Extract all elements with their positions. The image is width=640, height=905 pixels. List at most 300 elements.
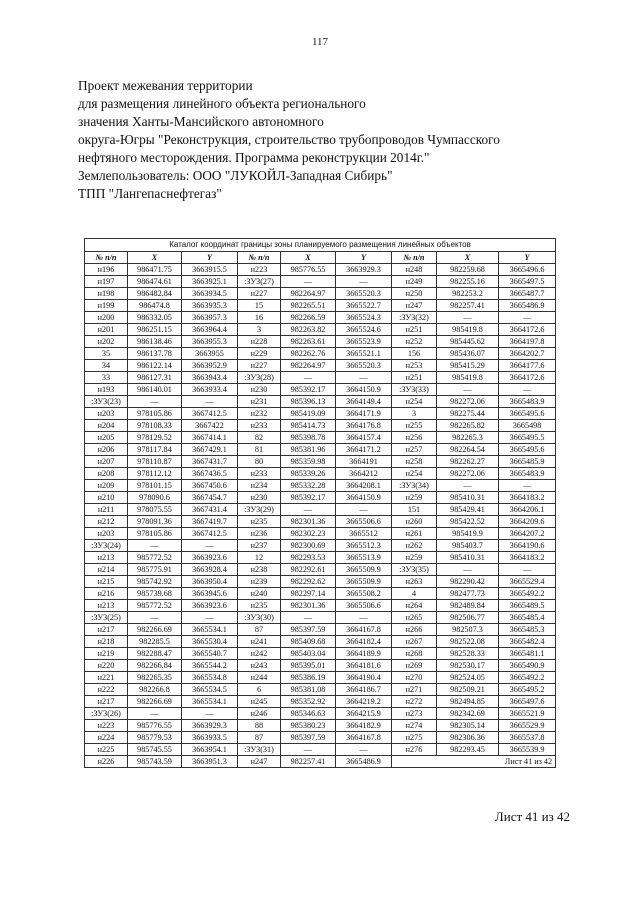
table-cell: 985403.04 <box>281 648 336 660</box>
table-cell: 982266.69 <box>128 624 182 636</box>
table-cell: н230 <box>238 492 281 504</box>
table-cell: 978091.36 <box>128 516 182 528</box>
table-cell: 3665490.9 <box>499 660 556 672</box>
table-cell: 3665524.6 <box>336 324 392 336</box>
table-cell: н267 <box>392 636 437 648</box>
table-cell: 3665495.6 <box>499 444 556 456</box>
table-cell: 3665508.2 <box>336 588 392 600</box>
table-cell: 985775.91 <box>128 564 182 576</box>
table-cell: 985419.8 <box>437 372 499 384</box>
table-row <box>85 564 556 576</box>
table-cell: 985359.98 <box>281 456 336 468</box>
table-cell: 3665534.8 <box>182 672 238 684</box>
table-cell: :ЗУ3(34) <box>392 480 437 492</box>
table-cell: н264 <box>392 600 437 612</box>
table-cell: н234 <box>238 480 281 492</box>
table-cell: 986474.61 <box>128 276 182 288</box>
table-cell: 3663928.4 <box>182 564 238 576</box>
table-cell: 982285.5 <box>128 636 182 648</box>
table-cell: 3665483.9 <box>499 396 556 408</box>
table-row <box>85 516 556 528</box>
table-cell: 985386.19 <box>281 672 336 684</box>
table-row <box>85 744 556 756</box>
table-cell: 3663955 <box>182 348 238 360</box>
table-cell: н208 <box>85 468 128 480</box>
table-cell: н246 <box>238 708 281 720</box>
table-cell: 986474.8 <box>128 300 182 312</box>
table-cell: н200 <box>85 312 128 324</box>
table-cell: н210 <box>85 492 128 504</box>
table-cell: 3663915.5 <box>182 264 238 276</box>
table-cell: 982494.85 <box>437 696 499 708</box>
table-row <box>85 756 556 768</box>
table-cell: 985381.08 <box>281 684 336 696</box>
table-cell: 81 <box>238 444 281 456</box>
column-header: № п/п <box>392 252 437 264</box>
table-cell: 3663964.4 <box>182 324 238 336</box>
table-cell: н237 <box>238 540 281 552</box>
table-cell: 982300.69 <box>281 540 336 552</box>
table-cell: н193 <box>85 384 128 396</box>
table-cell: 3667450.6 <box>182 480 238 492</box>
table-cell: 986137.78 <box>128 348 182 360</box>
table-cell: 985410.31 <box>437 552 499 564</box>
table-cell: н248 <box>392 264 437 276</box>
table-cell: н211 <box>85 504 128 516</box>
table-cell: н202 <box>85 336 128 348</box>
table-cell: н247 <box>238 756 281 768</box>
table-cell: н233 <box>238 420 281 432</box>
table-cell: н275 <box>392 732 437 744</box>
table-row <box>85 636 556 648</box>
table-cell: 985422.52 <box>437 516 499 528</box>
table-cell: 3663952.9 <box>182 360 238 372</box>
table-row <box>85 432 556 444</box>
table-cell: 985776.55 <box>281 264 336 276</box>
table-cell: н212 <box>85 516 128 528</box>
table-cell: н233 <box>238 468 281 480</box>
heading-line: округа-Югры "Реконструкция, строительство трубопроводов Чумпасского <box>78 132 500 147</box>
table-cell: 982257.41 <box>437 300 499 312</box>
table-cell: н204 <box>85 420 128 432</box>
table-cell: 3665485.4 <box>499 612 556 624</box>
table-cell: — <box>499 564 556 576</box>
table-cell: 16 <box>238 312 281 324</box>
table-cell: 3665486.9 <box>499 300 556 312</box>
table-cell: 3664172.6 <box>499 372 556 384</box>
table-cell: 982272.06 <box>437 396 499 408</box>
table-cell: н259 <box>392 492 437 504</box>
table-cell: 978090.6 <box>128 492 182 504</box>
table-cell: 3663957.3 <box>182 312 238 324</box>
table-cell: 3665521.1 <box>336 348 392 360</box>
table-cell: — <box>182 396 238 408</box>
table-cell: 982301.36 <box>281 600 336 612</box>
table-cell: 3664208.1 <box>336 480 392 492</box>
table-cell: н250 <box>392 288 437 300</box>
table-row <box>85 648 556 660</box>
table-cell: 985397.59 <box>281 732 336 744</box>
column-header: № п/п <box>85 252 128 264</box>
table-cell: н198 <box>85 288 128 300</box>
table-cell: н213 <box>85 552 128 564</box>
table-row <box>85 372 556 384</box>
table-row <box>85 732 556 744</box>
table-cell: 985779.53 <box>128 732 182 744</box>
table-cell: 3665523.9 <box>336 336 392 348</box>
table-cell: 985415.29 <box>437 360 499 372</box>
table-body <box>85 264 556 768</box>
table-cell: 978117.84 <box>128 444 182 456</box>
heading-line: значения Ханты-Мансийского автономного <box>78 114 324 129</box>
table-cell: 978129.52 <box>128 432 182 444</box>
table-cell: 3665483.9 <box>499 468 556 480</box>
table-cell: н273 <box>392 708 437 720</box>
table-row <box>85 264 556 276</box>
table-cell: 982266.84 <box>128 660 182 672</box>
coordinate-catalog <box>84 238 555 768</box>
table-cell: н223 <box>238 264 281 276</box>
table-cell: н220 <box>85 660 128 672</box>
table-cell: 986482.84 <box>128 288 182 300</box>
table-cell: :ЗУ3(35) <box>392 564 437 576</box>
table-cell: 978105.86 <box>128 408 182 420</box>
table-row <box>85 720 556 732</box>
table-cell: 3664171.2 <box>336 444 392 456</box>
table-cell: 80 <box>238 456 281 468</box>
table-cell: 985776.55 <box>128 720 182 732</box>
table-cell: н258 <box>392 456 437 468</box>
table-cell: н251 <box>392 372 437 384</box>
column-header: Y <box>336 252 392 264</box>
table-cell: — <box>182 708 238 720</box>
table-cell: н224 <box>85 732 128 744</box>
table-cell: :ЗУ3(27) <box>238 276 281 288</box>
table-cell: 982265.82 <box>437 420 499 432</box>
table-cell: — <box>437 480 499 492</box>
table-cell: 3665539.9 <box>499 744 556 756</box>
table-cell: — <box>128 396 182 408</box>
table-cell: 3667412.5 <box>182 408 238 420</box>
table-cell: 982306.36 <box>437 732 499 744</box>
table-cell: 3664219.2 <box>336 696 392 708</box>
table-cell: н232 <box>238 408 281 420</box>
heading-line: Землепользователь: ООО "ЛУКОЙЛ-Западная Сибирь" <box>78 168 393 183</box>
table-row <box>85 600 556 612</box>
table-cell: 3665506.6 <box>336 600 392 612</box>
table-cell: н274 <box>392 720 437 732</box>
table-cell: 3665513.9 <box>336 552 392 564</box>
table-cell: н228 <box>238 336 281 348</box>
table-cell: 3664150.9 <box>336 384 392 396</box>
table-row <box>85 672 556 684</box>
table-cell: :ЗУ3(26) <box>85 708 128 720</box>
table-cell: 978108.33 <box>128 420 182 432</box>
table-cell: н207 <box>85 456 128 468</box>
table-cell: — <box>128 612 182 624</box>
table-cell: н217 <box>85 696 128 708</box>
table-cell: 982292.62 <box>281 576 336 588</box>
table-cell: :ЗУ3(24) <box>85 540 128 552</box>
table-row <box>85 312 556 324</box>
table-cell: н241 <box>238 636 281 648</box>
table-cell: 982524.05 <box>437 672 499 684</box>
table-cell: 982264.54 <box>437 444 499 456</box>
table-cell: :ЗУ3(31) <box>238 744 281 756</box>
table-cell: 982506.77 <box>437 612 499 624</box>
table-cell: 985772.52 <box>128 600 182 612</box>
table-cell: 985745.55 <box>128 744 182 756</box>
heading-line: нефтяного месторождения. Программа реконструкции 2014г." <box>78 150 430 165</box>
table-cell: н219 <box>85 648 128 660</box>
table-cell: — <box>281 612 336 624</box>
table-cell: н251 <box>392 324 437 336</box>
table-cell: 3665521.9 <box>499 708 556 720</box>
table-cell: — <box>281 504 336 516</box>
table-cell: н261 <box>392 528 437 540</box>
table-cell: 986140.01 <box>128 384 182 396</box>
table-cell: 3665485.9 <box>499 456 556 468</box>
table-row <box>85 384 556 396</box>
table-cell: н255 <box>392 420 437 432</box>
table-cell: 3665509.9 <box>336 564 392 576</box>
table-cell: 986471.75 <box>128 264 182 276</box>
table-cell: 3664157.4 <box>336 432 392 444</box>
table-cell: 3664186.7 <box>336 684 392 696</box>
table-cell: — <box>182 612 238 624</box>
table-cell: :ЗУ3(23) <box>85 396 128 408</box>
table-cell: н257 <box>392 444 437 456</box>
table-cell: 3665506.6 <box>336 516 392 528</box>
table-cell: н271 <box>392 684 437 696</box>
table-cell: 3665486.9 <box>336 756 392 768</box>
table-cell: 35 <box>85 348 128 360</box>
table-cell: 3664206.1 <box>499 504 556 516</box>
table-cell: 982259.68 <box>437 264 499 276</box>
table-cell: 3664182.4 <box>336 636 392 648</box>
table-cell: 982264.97 <box>281 360 336 372</box>
table-cell: 3667412.5 <box>182 528 238 540</box>
table-cell: н226 <box>85 756 128 768</box>
table-cell: 3665492.2 <box>499 588 556 600</box>
table-cell: 3667419.7 <box>182 516 238 528</box>
table-row <box>85 324 556 336</box>
table-cell: 3667422 <box>182 420 238 432</box>
table-cell: 985339.26 <box>281 468 336 480</box>
table-row <box>85 336 556 348</box>
table-cell: 3665512 <box>336 528 392 540</box>
table-cell: 985445.62 <box>437 336 499 348</box>
table-row <box>85 708 556 720</box>
table-cell: 88 <box>238 720 281 732</box>
table-cell: 3665537.8 <box>499 732 556 744</box>
table-cell: н252 <box>392 336 437 348</box>
table-cell: н240 <box>238 588 281 600</box>
sheet-label-cell: Лист 41 из 42 <box>392 756 556 768</box>
table-row <box>85 276 556 288</box>
table-cell: н243 <box>238 660 281 672</box>
table-cell: н227 <box>238 288 281 300</box>
table-cell: 3665485.3 <box>499 624 556 636</box>
table-cell: 4 <box>392 588 437 600</box>
table-cell: 6 <box>238 684 281 696</box>
table-cell: 156 <box>392 348 437 360</box>
table-cell: 985436.07 <box>437 348 499 360</box>
table-cell: н230 <box>238 384 281 396</box>
table-cell: :ЗУ3(32) <box>392 312 437 324</box>
table-cell: н222 <box>85 684 128 696</box>
table-cell: 3663945.6 <box>182 588 238 600</box>
table-cell: н256 <box>392 432 437 444</box>
table-cell: 985380.23 <box>281 720 336 732</box>
table-cell: 3667429.1 <box>182 444 238 456</box>
table-cell: 3665522.7 <box>336 300 392 312</box>
table-cell: 986332.05 <box>128 312 182 324</box>
table-cell: н218 <box>85 636 128 648</box>
table-cell: н196 <box>85 264 128 276</box>
table-cell: 87 <box>238 732 281 744</box>
table-cell: 3665482.4 <box>499 636 556 648</box>
table-cell: :ЗУ3(28) <box>238 372 281 384</box>
table-cell: н215 <box>85 576 128 588</box>
table-row <box>85 480 556 492</box>
table-row <box>85 696 556 708</box>
table-cell: н270 <box>392 672 437 684</box>
table-cell: 3664215.9 <box>336 708 392 720</box>
table-cell: 3664209.6 <box>499 516 556 528</box>
table-cell: 985392.17 <box>281 492 336 504</box>
table-cell: 3665495.2 <box>499 684 556 696</box>
table-cell: 3663934.5 <box>182 288 238 300</box>
table-row <box>85 360 556 372</box>
table-cell: 3663929.3 <box>182 720 238 732</box>
table-cell: н221 <box>85 672 128 684</box>
table-cell: 3663933.5 <box>182 732 238 744</box>
table-cell: 985352.92 <box>281 696 336 708</box>
table-cell: 3664189.9 <box>336 648 392 660</box>
table-cell: — <box>128 540 182 552</box>
table-cell: н266 <box>392 624 437 636</box>
table-row <box>85 588 556 600</box>
table-cell: 3663923.6 <box>182 600 238 612</box>
table-cell: — <box>336 504 392 516</box>
table-cell: 3664171.9 <box>336 408 392 420</box>
table-cell: — <box>437 564 499 576</box>
table-cell: 982342.69 <box>437 708 499 720</box>
table-cell: — <box>182 540 238 552</box>
table-cell: н260 <box>392 516 437 528</box>
table-cell: н242 <box>238 648 281 660</box>
table-cell: 3663951.3 <box>182 756 238 768</box>
table-cell: 982301.36 <box>281 516 336 528</box>
table-cell: 3664182.9 <box>336 720 392 732</box>
table-cell: :ЗУ3(30) <box>238 612 281 624</box>
table-cell: — <box>128 708 182 720</box>
table-cell: 3665512.3 <box>336 540 392 552</box>
table-cell: — <box>336 372 392 384</box>
table-row <box>85 444 556 456</box>
table-cell: :ЗУ3(25) <box>85 612 128 624</box>
table-cell: 985398.78 <box>281 432 336 444</box>
table-cell: 3664207.2 <box>499 528 556 540</box>
table-cell: 982265.3 <box>437 432 499 444</box>
table-cell: н206 <box>85 444 128 456</box>
table-cell: 982489.84 <box>437 600 499 612</box>
table-cell: 978101.15 <box>128 480 182 492</box>
table-cell: 3665495.6 <box>499 408 556 420</box>
table-cell: 986138.46 <box>128 336 182 348</box>
heading-line: Проект межевания территории <box>78 78 253 93</box>
table-cell: 985414.73 <box>281 420 336 432</box>
table-cell: н263 <box>392 576 437 588</box>
table-cell: — <box>437 312 499 324</box>
table-cell: 982530.17 <box>437 660 499 672</box>
table-cell: 3665497.6 <box>499 696 556 708</box>
table-cell: 3667431.7 <box>182 456 238 468</box>
table-cell: н239 <box>238 576 281 588</box>
table-cell: 985739.68 <box>128 588 182 600</box>
table-cell: 982293.53 <box>281 552 336 564</box>
table-cell: 3664149.4 <box>336 396 392 408</box>
table-cell: 3665497.5 <box>499 276 556 288</box>
table-cell: н269 <box>392 660 437 672</box>
table-cell: 3664177.6 <box>499 360 556 372</box>
table-cell: н253 <box>392 360 437 372</box>
table-header-row <box>85 252 556 264</box>
table-cell: 3664167.8 <box>336 732 392 744</box>
table-cell: 3665520.3 <box>336 360 392 372</box>
table-cell: — <box>336 276 392 288</box>
table-cell: 985409.68 <box>281 636 336 648</box>
table-row <box>85 528 556 540</box>
table-cell: 3664202.7 <box>499 348 556 360</box>
table-cell: н259 <box>392 552 437 564</box>
table-cell: 3 <box>238 324 281 336</box>
table-row <box>85 552 556 564</box>
table-cell: 3667436.5 <box>182 468 238 480</box>
table-cell: 3667454.7 <box>182 492 238 504</box>
table-cell: 985419.9 <box>437 528 499 540</box>
table-cell: 3667431.4 <box>182 504 238 516</box>
table-cell: 982522.08 <box>437 636 499 648</box>
table-cell: 985392.17 <box>281 384 336 396</box>
table-cell: н209 <box>85 480 128 492</box>
table-cell: н197 <box>85 276 128 288</box>
table-cell: 87 <box>238 624 281 636</box>
table-cell: 3665534.1 <box>182 624 238 636</box>
table-cell: 982290.42 <box>437 576 499 588</box>
table-row <box>85 492 556 504</box>
table-cell: 982302.23 <box>281 528 336 540</box>
table-cell: 982264.97 <box>281 288 336 300</box>
table-cell: н205 <box>85 432 128 444</box>
table-cell: — <box>499 312 556 324</box>
table-cell: — <box>437 384 499 396</box>
table-cell: 3663943.4 <box>182 372 238 384</box>
table-cell: 982262.76 <box>281 348 336 360</box>
heading-line: ТПП "Лангепаснефтегаз" <box>78 186 222 201</box>
table-cell: 151 <box>392 504 437 516</box>
table-row <box>85 300 556 312</box>
table-cell: 3667414.1 <box>182 432 238 444</box>
table-cell: 3663950.4 <box>182 576 238 588</box>
table-cell: н268 <box>392 648 437 660</box>
table-cell: 3663925.1 <box>182 276 238 288</box>
table-cell: 985403.7 <box>437 540 499 552</box>
table-row <box>85 624 556 636</box>
table-cell: 3664167.8 <box>336 624 392 636</box>
table-cell: 3665496.6 <box>499 264 556 276</box>
